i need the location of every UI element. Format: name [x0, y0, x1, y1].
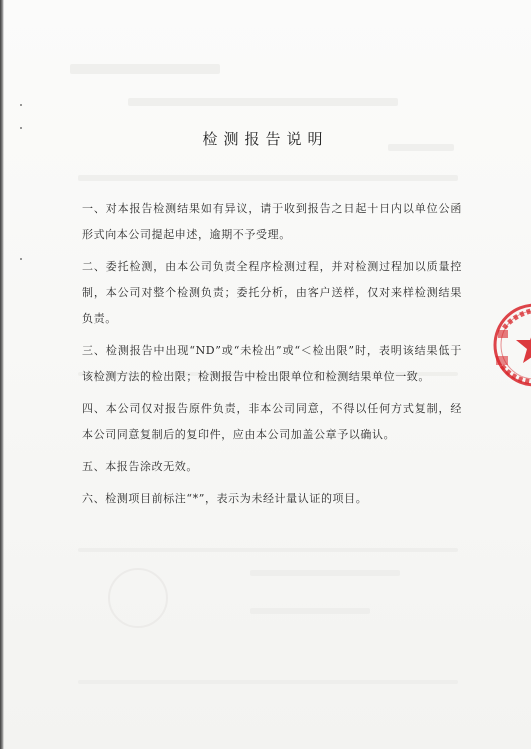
note-item: 四、本公司仅对报告原件负责，非本公司同意，不得以任何方式复制，经本公司同意复制后的复印件，应由本公司加盖公章予以确认。 [82, 402, 462, 441]
note-item: 一、对本报告检测结果如有异议，请于收到报告之日起十日内以单位公函形式向本公司提起申述，逾期不予受理。 [82, 202, 462, 241]
seal-icon [490, 300, 531, 390]
document-title: 检测报告说明 [202, 130, 329, 149]
bleed-through-mark [250, 608, 370, 614]
bleed-through-mark [128, 98, 398, 106]
note-item: 三、检测报告中出现“ND”或“未检出”或“＜检出限”时，表明该结果低于该检测方法的检出限；检测报告中检出限单位和检测结果单位一致。 [82, 344, 462, 383]
notes-list [82, 196, 462, 518]
page-left-edge-shadow [0, 0, 4, 749]
bleed-through-mark [250, 570, 400, 576]
note-item: 五、本报告涂改无效。 [82, 460, 198, 473]
bleed-through-mark [70, 64, 220, 74]
scan-speck [20, 258, 22, 260]
bleed-through-mark [78, 548, 458, 552]
bleed-through-mark [78, 680, 458, 684]
bleed-through-seal [108, 568, 168, 628]
official-seal-stamp [490, 300, 531, 390]
note-item: 二、委托检测，由本公司负责全程序检测过程，并对检测过程加以质量控制，本公司对整个检测负责；委托分析，由客户送样，仅对来样检测结果负责。 [82, 260, 462, 325]
note-item: 六、检测项目前标注“*”，表示为未经计量认证的项目。 [82, 492, 368, 505]
bleed-through-mark [78, 175, 458, 181]
scan-speck [20, 104, 22, 106]
